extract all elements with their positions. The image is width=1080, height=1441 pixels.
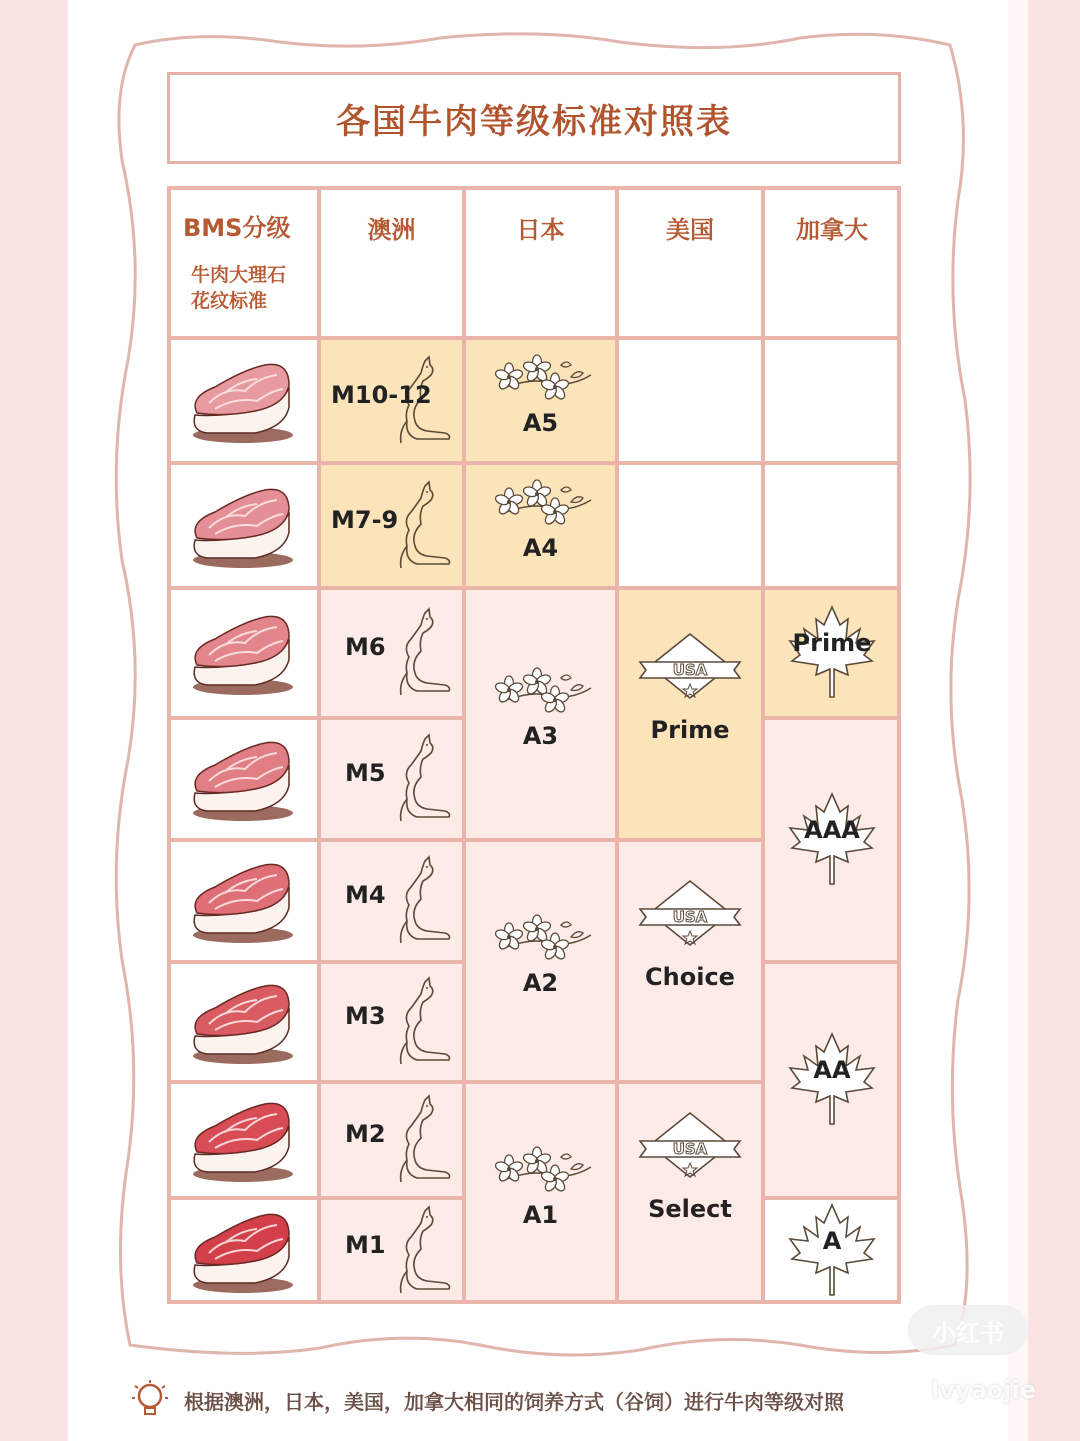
steak-icon: [185, 735, 301, 825]
grid-line: [167, 586, 901, 590]
kangaroo-icon: [397, 607, 457, 701]
header-bms-sub2: 花纹标准: [191, 290, 268, 312]
jp-grade-label: A4: [522, 533, 559, 562]
header-japan: [464, 186, 617, 338]
us-grade-label: Prime: [650, 716, 730, 744]
us-grade-label: Choice: [645, 963, 735, 991]
cherry-blossom-icon: [491, 472, 595, 532]
jp-grade-label: A1: [522, 1201, 559, 1229]
jp-grade-label: A5: [522, 408, 559, 437]
header-bms: [167, 186, 319, 338]
kangaroo-icon: [397, 1205, 457, 1299]
grid-line: [167, 336, 901, 340]
watermark-badge: 小红书: [908, 1305, 1028, 1355]
ca-grade-label: A: [822, 1227, 842, 1255]
lightbulb-icon: [130, 1378, 170, 1422]
grid-line: [317, 186, 321, 1304]
us-cell-choice: [617, 840, 763, 1082]
usa-shield-icon: [638, 1111, 742, 1185]
header-usa-label: 美国: [666, 216, 714, 244]
steak-icon: [185, 1207, 301, 1297]
kangaroo-icon: [397, 1094, 457, 1188]
header-canada-label: 加拿大: [796, 216, 868, 244]
us-cell-prime: [617, 588, 763, 840]
au-grade-label: M5: [345, 759, 386, 787]
grid-line: [167, 1080, 763, 1084]
steak-icon: [185, 357, 301, 447]
au-grade-label: M10-12: [331, 380, 432, 409]
svg-text:USA: USA: [672, 908, 708, 926]
cherry-blossom-icon: [491, 907, 595, 967]
header-bms-label: BMS分级: [183, 214, 291, 242]
cherry-blossom-icon: [491, 347, 595, 407]
grid-line: [763, 960, 901, 964]
jp-grade-label: A2: [522, 969, 559, 997]
title-box: [167, 72, 901, 164]
header-usa: [617, 186, 763, 338]
au-grade-label: M2: [345, 1120, 386, 1148]
usa-shield-icon: [638, 632, 742, 706]
kangaroo-icon: [397, 480, 457, 574]
au-grade-label: M3: [345, 1002, 386, 1030]
grid-line: [167, 186, 171, 1304]
svg-text:USA: USA: [672, 661, 708, 679]
steak-icon: [185, 1096, 301, 1186]
au-grade-label: M1: [345, 1231, 386, 1259]
jp-grade-label: A3: [522, 722, 559, 750]
page-title: 各国牛肉等级标准对照表: [336, 101, 732, 142]
steak-icon: [185, 609, 301, 699]
steak-icon: [185, 482, 301, 572]
header-australia-label: 澳洲: [367, 216, 416, 244]
grid-line: [167, 461, 901, 465]
au-grade-label: M7-9: [331, 505, 399, 534]
grid-line: [897, 186, 901, 1304]
us-grade-label: Select: [648, 1195, 732, 1223]
header-japan-label: 日本: [516, 216, 565, 244]
au-grade-label: M6: [345, 633, 386, 661]
grid-line: [167, 716, 464, 720]
kangaroo-icon: [397, 855, 457, 949]
header-bms-sub1: 牛肉大理石: [191, 264, 287, 286]
usa-shield-icon: [638, 879, 742, 953]
svg-text:USA: USA: [672, 1140, 708, 1158]
kangaroo-icon: [397, 733, 457, 827]
footnote-text: 根据澳洲，日本，美国，加拿大相同的饲养方式（谷饲）进行牛肉等级对照: [184, 1389, 844, 1414]
ca-grade-label: AA: [813, 1056, 851, 1084]
header-canada: [763, 186, 901, 338]
steak-icon: [185, 857, 301, 947]
cherry-blossom-icon: [491, 1139, 595, 1199]
grid-line: [167, 186, 901, 190]
footnote: [130, 1378, 1010, 1422]
au-grade-label: M4: [345, 881, 386, 909]
grid-line: [167, 960, 464, 964]
ca-grade-label: Prime: [792, 629, 872, 657]
grade-table: [167, 186, 901, 1304]
grid-line: [167, 838, 763, 842]
cherry-blossom-icon: [491, 660, 595, 720]
ca-grade-label: AAA: [804, 816, 860, 844]
steak-icon: [185, 978, 301, 1068]
grid-line: [763, 1196, 901, 1200]
grid-line: [761, 186, 765, 1304]
header-australia: [319, 186, 464, 338]
watermark-id: lvyaojie: [931, 1376, 1036, 1404]
grid-line: [167, 1196, 464, 1200]
kangaroo-icon: [397, 976, 457, 1070]
grid-line: [763, 716, 901, 720]
